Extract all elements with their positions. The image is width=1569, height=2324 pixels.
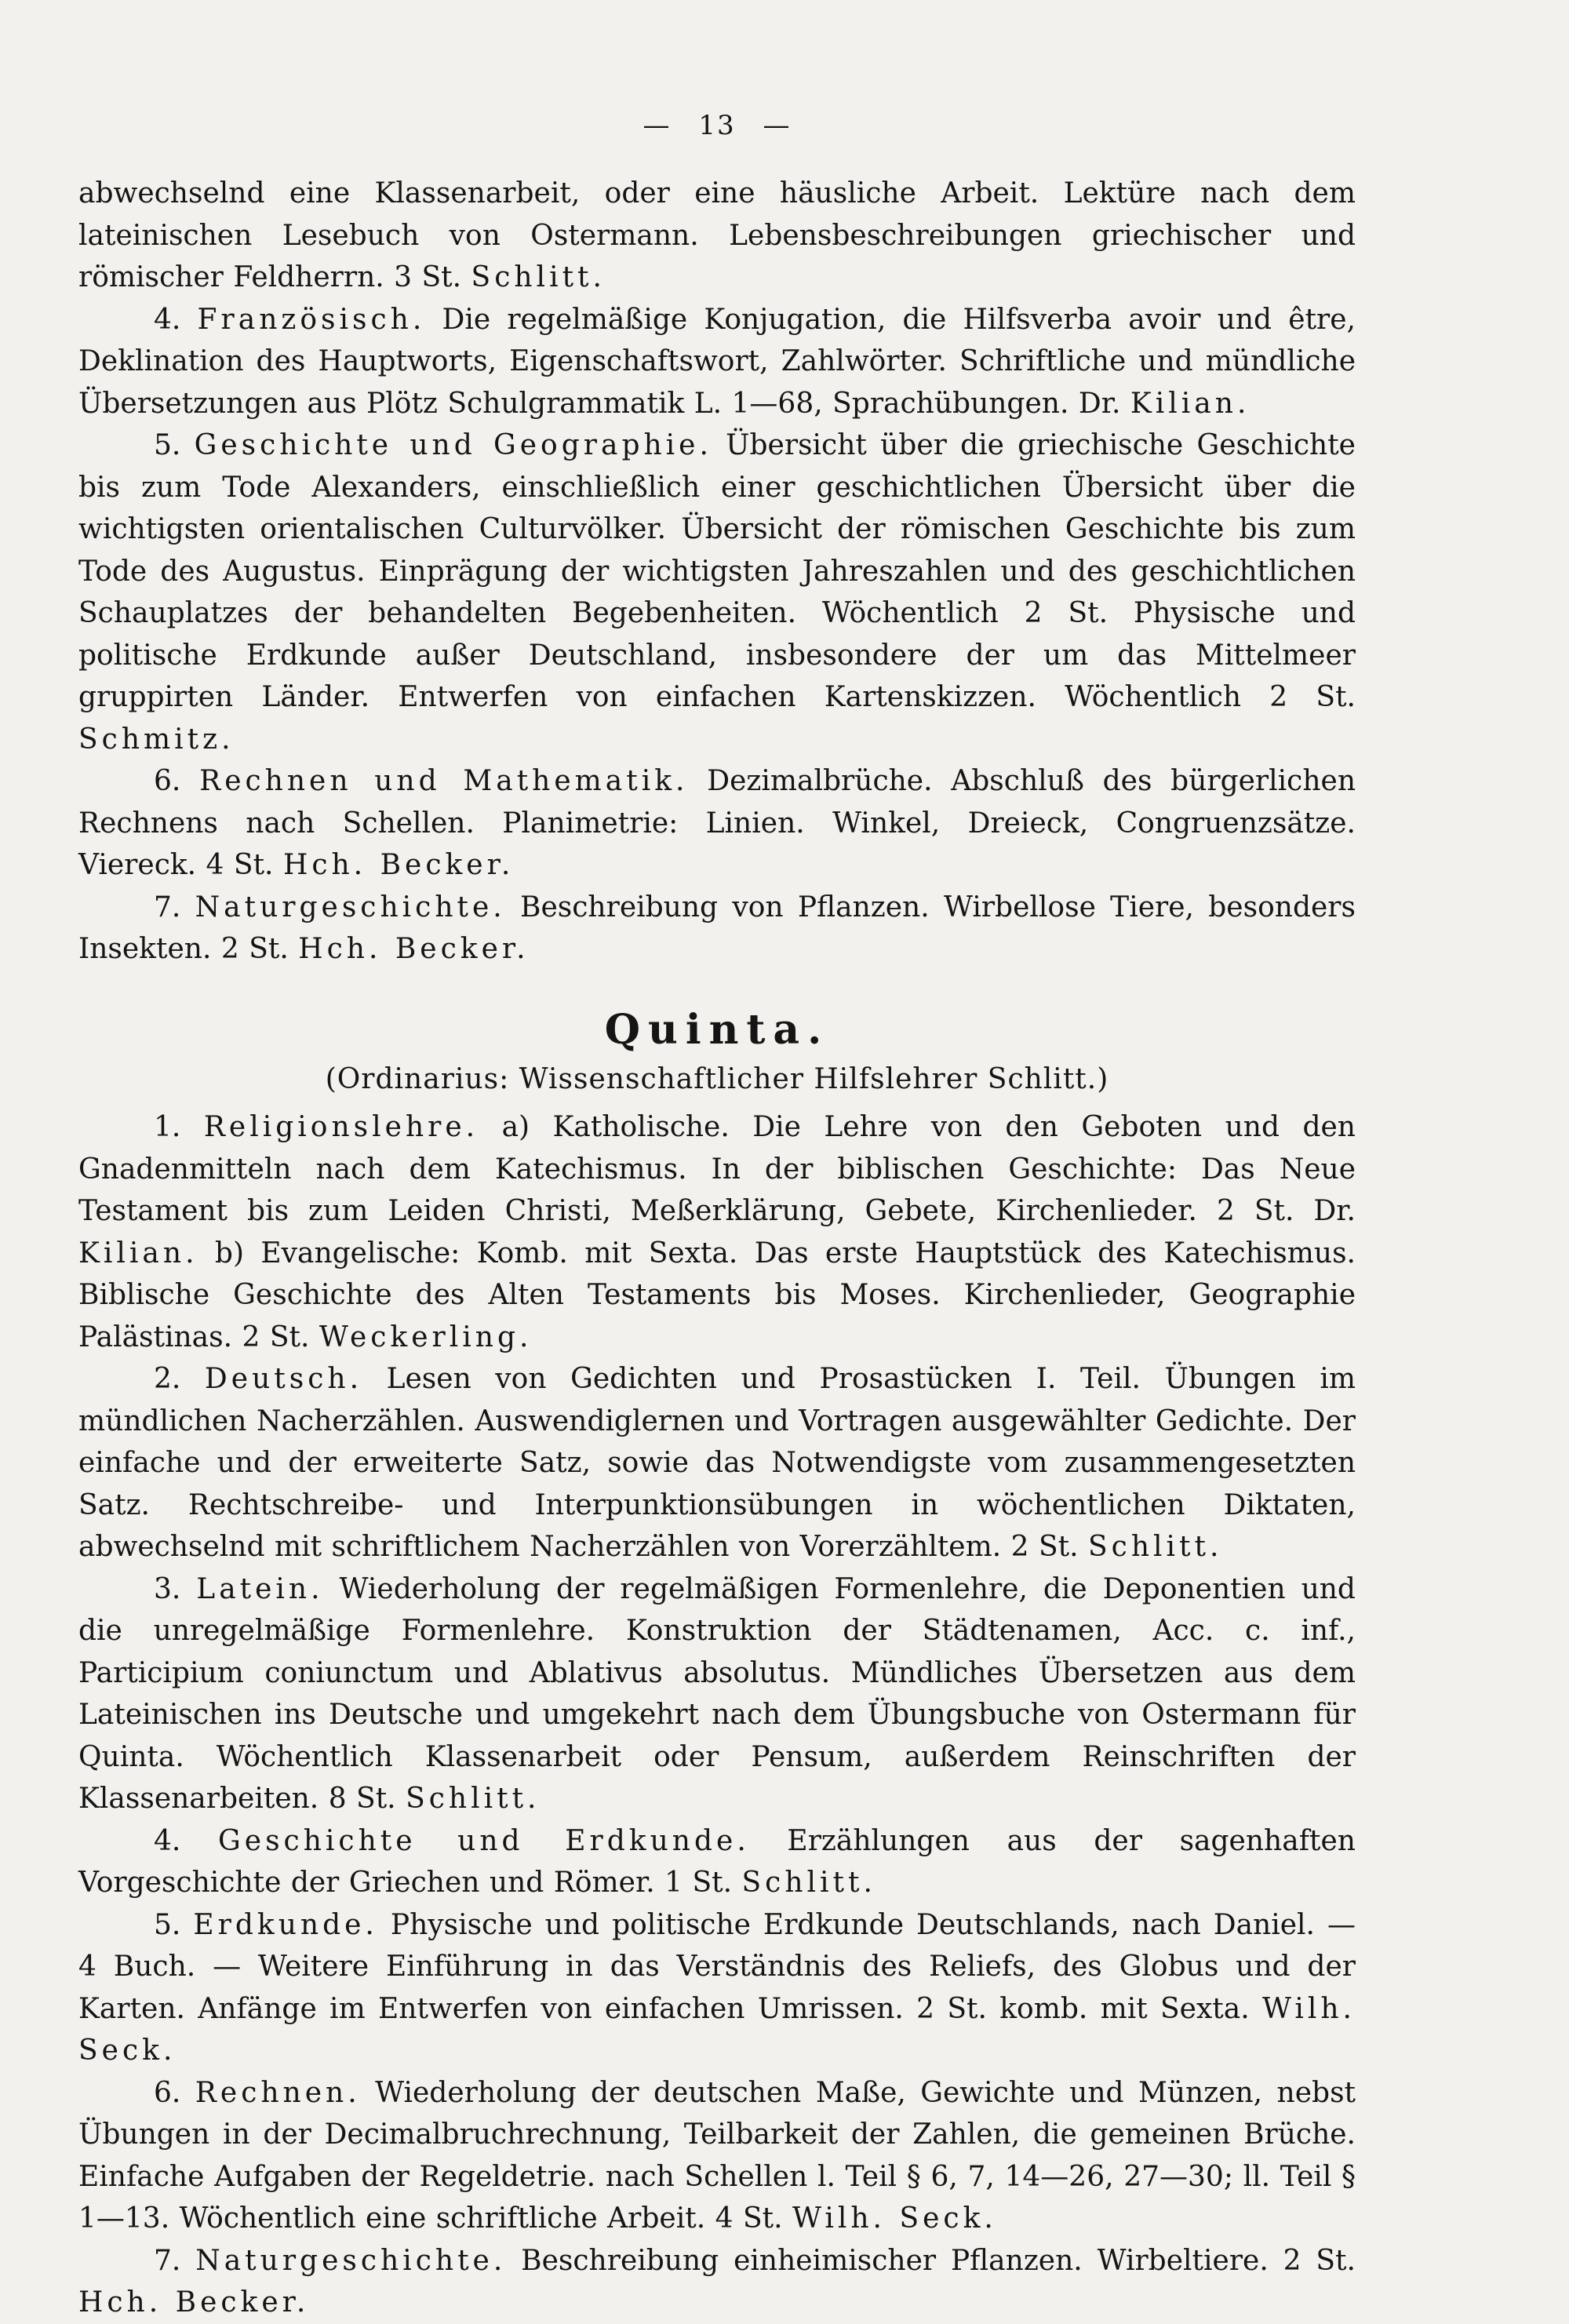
item-text: a) Katholische. Die Lehre von den Geboten und den Gnadenmitteln nach dem Katechismus. In der biblischen Geschichte: Das Neue Testament bis zum Leiden Christi, Meßerklärung, Gebete, Kirchenlieder. 2 St. Dr. [78, 1111, 1356, 1227]
item-number: 6. [154, 2076, 181, 2109]
item-subject: Deutsch. [204, 1363, 363, 1395]
quinta-item-religionslehre [78, 1106, 1356, 1358]
item-number: 4. [154, 1824, 181, 1857]
item-subject: Geschichte und Erdkunde. [218, 1824, 750, 1857]
item-number: 7. [154, 891, 181, 923]
section-item-geschichte-geographie [78, 424, 1356, 760]
page-number-value: 13 [698, 110, 736, 141]
item-text: Wiederholung der regelmäßigen Formenlehre, die Deponentien und die unregelmäßige Formenlehre. Konstruktion der Städtenamen, Acc. c. inf., Participium coniunctum und Ablativus absolutus. Mündliches Übersetzen aus dem Lateinischen ins Deutsche und umgekehrt nach dem Übungsbuche von Ostermann für Quinta. Wöchentlich Klassenarbeit oder Pensum, außerdem Reinschriften der Klassenarbeiten. 8 St. [78, 1572, 1356, 1815]
item-text-secondary: b) Evangelische: Komb. mit Sexta. Das erste Hauptstück des Katechismus. Biblische Geschichte des Alten Testaments bis Moses. Kirchenlieder, Geographie Palästinas. 2 St. [78, 1237, 1356, 1353]
item-teacher: Schlitt. [741, 1867, 876, 1899]
item-teacher: Schlitt. [1088, 1531, 1223, 1563]
continuation-paragraph [78, 173, 1356, 299]
section-subheading-ordinarius: (Ordinarius: Wissenschaftlicher Hilfslehrer Schlitt.) [325, 1062, 1109, 1095]
item-text: Lesen von Gedichten und Prosastücken I. Teil. Übungen im mündlichen Nacherzählen. Auswendiglernen und Vortragen ausgewählter Gedichte. Der einfache und der erweiterte Satz, sowie das Notwendigste vom zusammengesetzten Satz. Rechtschreibe- und Interpunktionsübungen in wöchentlichen Diktaten, abwechselnd mit schriftlichem Nacherzählen von Vorerzähltem. 2 St. [78, 1363, 1356, 1563]
item-text: Übersicht über die griechische Geschichte bis zum Tode Alexanders, einschließlich einer geschichtlichen Übersicht über die wichtigsten orientalischen Culturvölker. Übersicht der römischen Geschichte bis zum Tode des Augustus. Einprägung der wichtigsten Jahreszahlen und des geschichtlichen Schauplatzes der behandelten Begebenheiten. Wöchentlich 2 St. Physische und politische Erdkunde außer Deutschland, insbesondere der um das Mittelmeer gruppirten Länder. Entwerfen von einfachen Kartenskizzen. Wöchentlich 2 St. [78, 429, 1356, 713]
item-teacher: Wilh. Seck. [792, 2202, 997, 2235]
item-text: Dezimalbrüche. Abschluß des bürgerlichen Rechnens nach Schellen. Planimetrie: Linien. Winkel, Dreieck, Congruenzsätze. Viereck. 4 St. [78, 765, 1356, 881]
item-subject: Naturgeschichte. [195, 891, 506, 923]
item-number: 5. [154, 429, 181, 461]
item-teacher: Kilian. [78, 1237, 198, 1269]
section-heading-quinta: Quinta. [604, 1005, 830, 1054]
item-teacher: Hch. Becker. [282, 849, 515, 881]
item-text: Beschreibung einheimischer Pflanzen. Wirbeltiere. 2 St. [521, 2244, 1356, 2277]
continuation-text: abwechselnd eine Klassenarbeit, oder eine häusliche Arbeit. Lektüre nach dem lateinischen Lesebuch von Ostermann. Lebensbeschreibungen griechischer und römischer Feldherrn. 3 St. [78, 177, 1356, 293]
page-number-dash-left: — [643, 110, 672, 141]
item-teacher: Schmitz. [78, 723, 235, 756]
item-number: 2. [154, 1363, 181, 1395]
quinta-item-deutsch [78, 1358, 1356, 1568]
item-text: Physische und politische Erdkunde Deutschlands, nach Daniel. — 4 Buch. — Weitere Einführung in das Verständnis des Reliefs, des Globus und der Karten. Anfänge im Entwerfen von einfachen Umrissen. 2 St. komb. mit Sexta. [78, 1908, 1356, 2025]
quinta-item-erdkunde [78, 1904, 1356, 2072]
continuation-teacher: Schlitt. [471, 261, 606, 293]
item-teacher: Hch. Becker. [78, 2286, 310, 2319]
section-item-rechnen-mathematik [78, 760, 1356, 887]
item-number: 4. [154, 303, 181, 336]
item-subject: Rechnen und Mathematik. [199, 765, 689, 797]
item-number: 6. [154, 765, 181, 797]
page-number [78, 110, 1356, 141]
item-subject: Französisch. [197, 303, 426, 336]
item-teacher: Schlitt. [406, 1783, 541, 1815]
item-teacher: Hch. Becker. [298, 933, 530, 965]
item-subject: Rechnen. [195, 2076, 361, 2109]
section-item-franzoesisch [78, 299, 1356, 425]
item-number: 3. [154, 1572, 181, 1605]
item-number: 7. [154, 2244, 181, 2277]
item-subject: Latein. [196, 1572, 324, 1605]
item-number: 1. [154, 1111, 181, 1143]
quinta-item-naturgeschichte [78, 2240, 1356, 2324]
item-text: Die regelmäßige Konjugation, die Hilfsverba avoir und être, Deklination des Hauptworts, Eigenschaftswort, Zahlwörter. Schriftliche und mündliche Übersetzungen aus Plötz Schulgrammatik L. 1—68, Sprachübungen. Dr. [78, 303, 1356, 420]
item-text: Wiederholung der deutschen Maße, Gewichte und Münzen, nebst Übungen in der Decimalbruchrechnung, Teilbarkeit der Zahlen, die gemeinen Brüche. Einfache Aufgaben der Regeldetrie. nach Schellen l. Teil § 6, 7, 14—26, 27—30; ll. Teil § 1—13. Wöchentlich eine schriftliche Arbeit. 4 St. [78, 2076, 1356, 2235]
page-number-dash-right: — [763, 110, 792, 141]
item-subject: Religionslehre. [203, 1111, 479, 1143]
quinta-item-rechnen [78, 2072, 1356, 2240]
quinta-item-geschichte-erdkunde [78, 1820, 1356, 1904]
item-teacher-secondary: Weckerling. [319, 1320, 533, 1353]
item-text: Beschreibung von Pflanzen. Wirbellose Tiere, besonders Insekten. 2 St. [78, 891, 1356, 965]
item-text: Erzählungen aus der sagenhaften Vorgeschichte der Griechen und Römer. 1 St. [78, 1824, 1356, 1899]
item-number: 5. [154, 1908, 181, 1941]
item-subject: Geschichte und Geographie. [194, 429, 712, 461]
item-subject: Naturgeschichte. [195, 2244, 507, 2277]
item-teacher: Kilian. [1130, 387, 1250, 420]
quinta-item-latein [78, 1568, 1356, 1820]
section-item-naturgeschichte [78, 887, 1356, 971]
item-teacher: Wilh. Seck. [78, 1992, 1356, 2067]
item-subject: Erdkunde. [193, 1908, 378, 1941]
